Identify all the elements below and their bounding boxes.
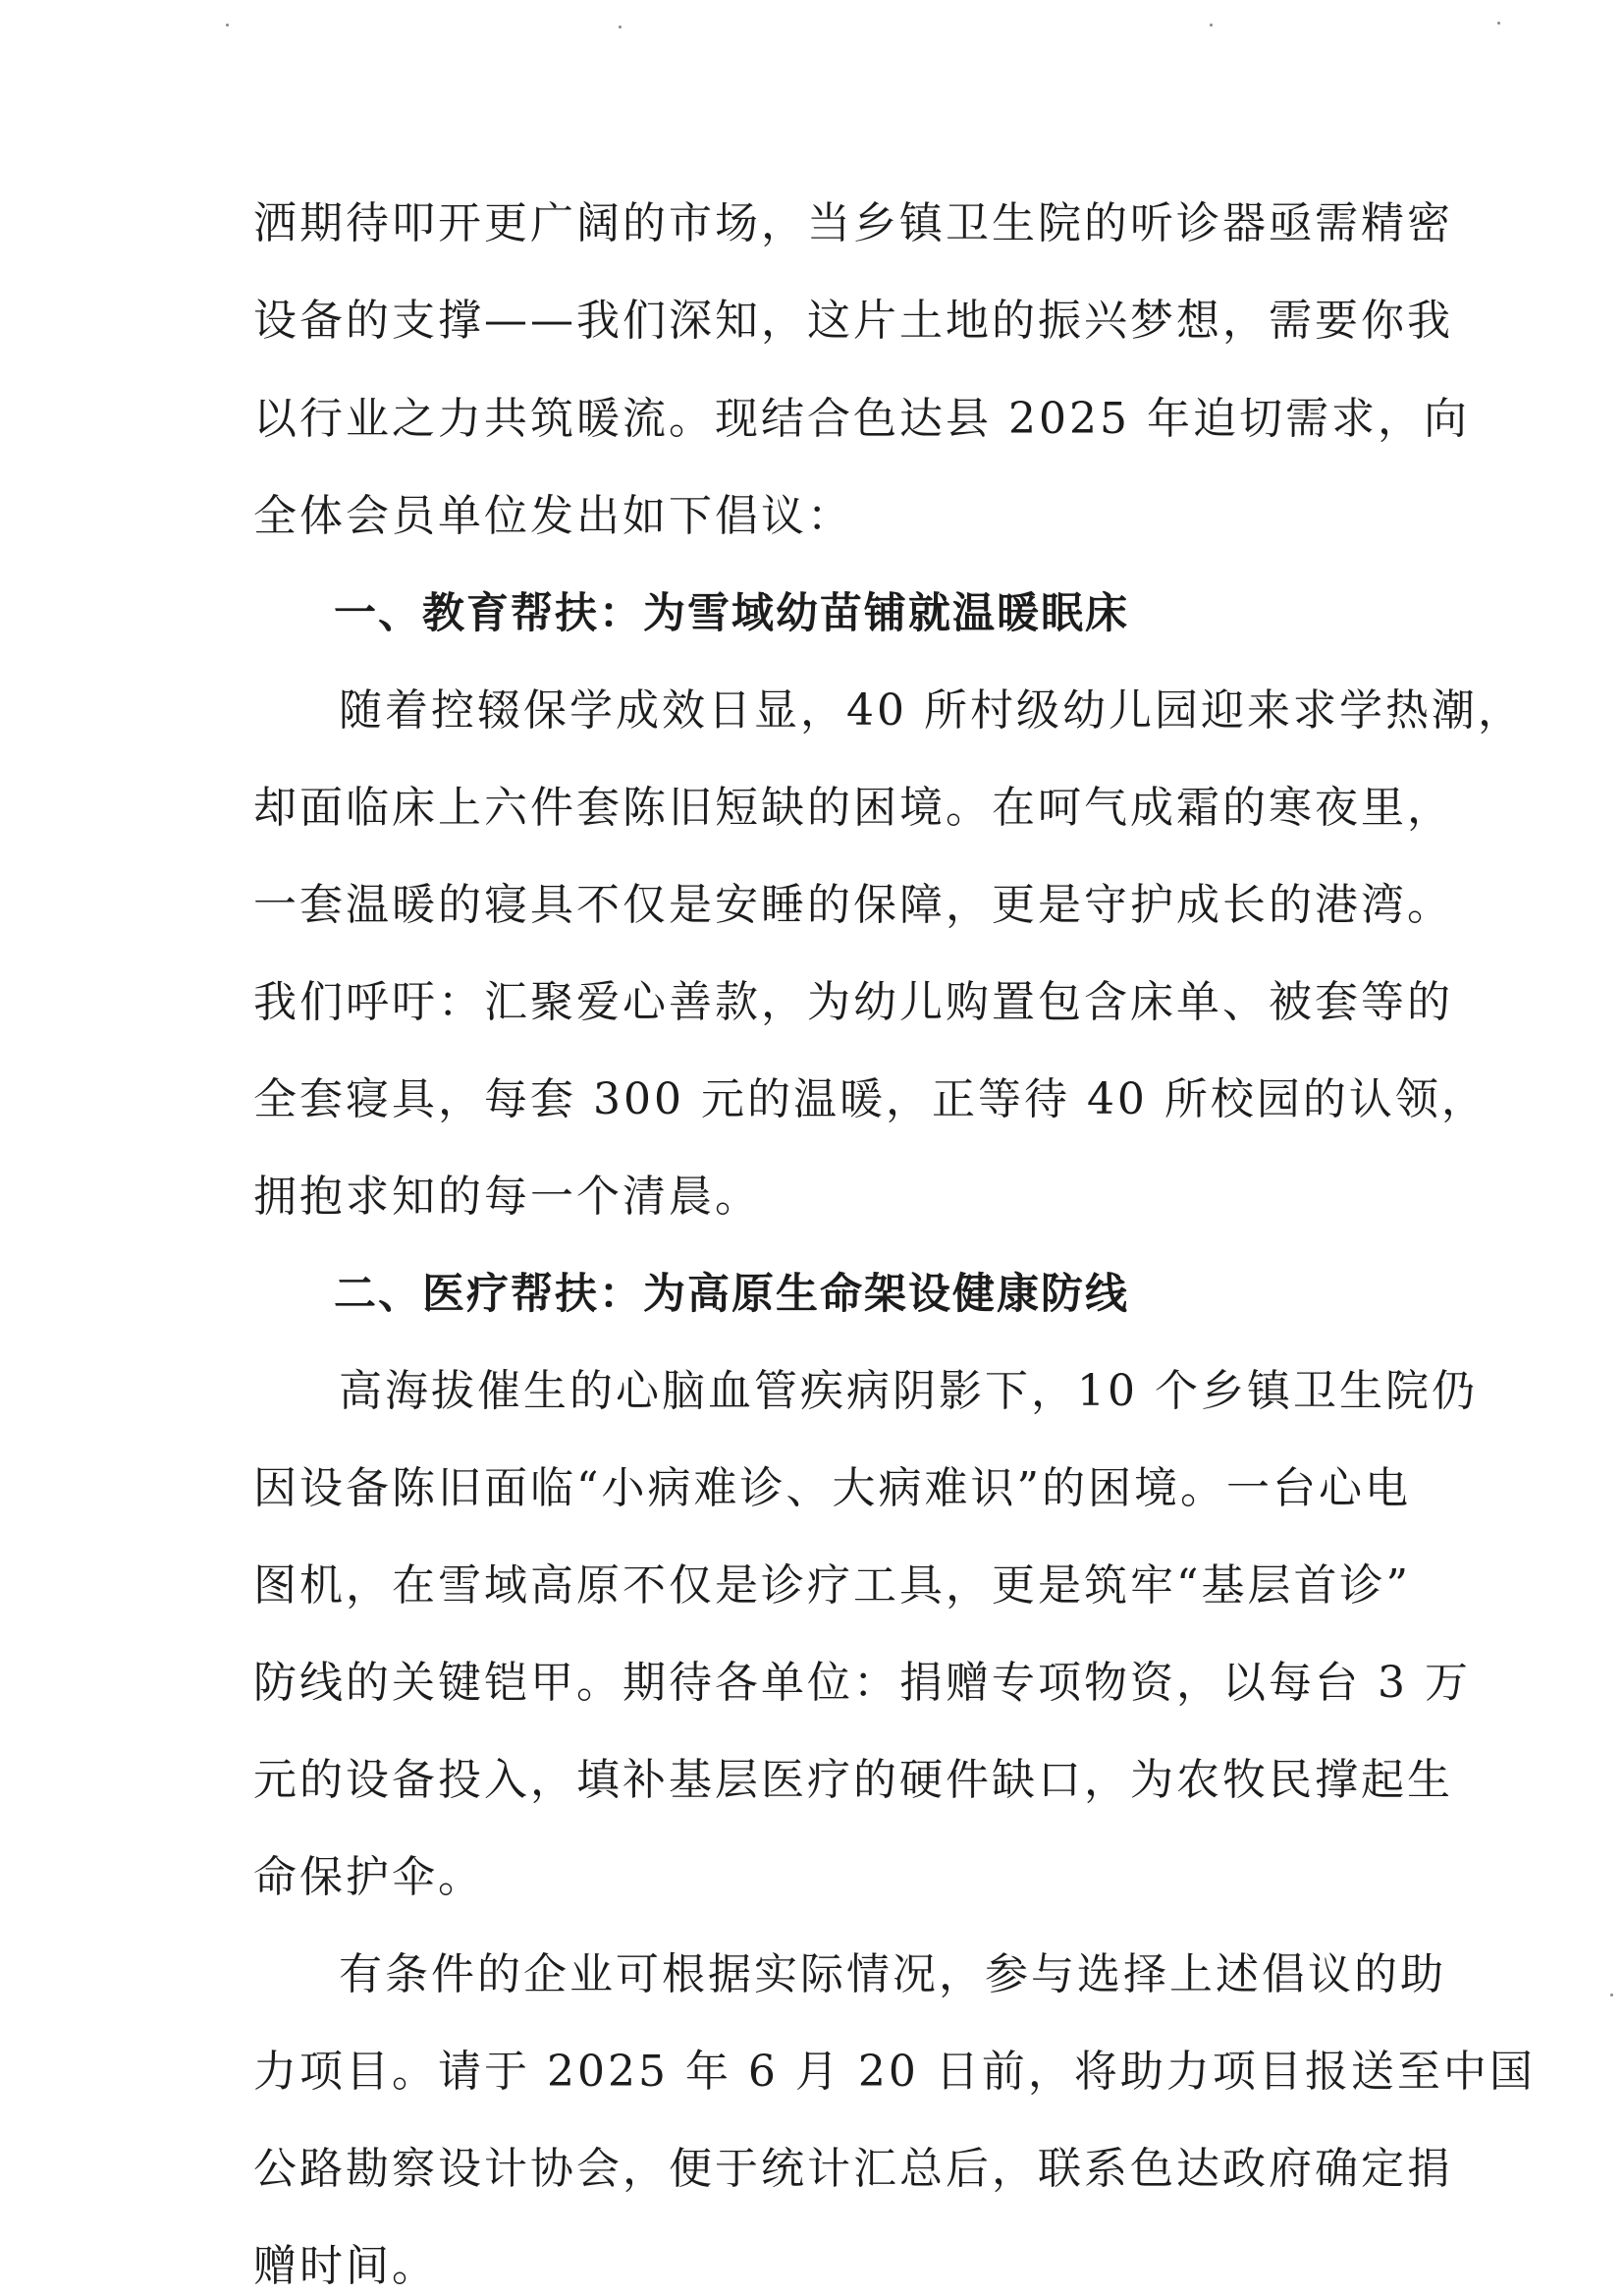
body-line: 随着控辍保学成效日显，40 所村级幼儿园迎来求学热潮， [339, 685, 1524, 736]
body-line: 元的设备投入，填补基层医疗的硬件缺口，为农牧民撑起生 [253, 1755, 1453, 1805]
body-line: 防线的关键铠甲。期待各单位：捐赠专项物资，以每台 3 万 [253, 1658, 1471, 1708]
scan-speck [1610, 1994, 1613, 1996]
scan-speck [1497, 22, 1500, 25]
section-heading-medical: 二、医疗帮扶：为高原生命架设健康防线 [334, 1270, 1129, 1319]
section-heading-education: 一、教育帮扶：为雪域幼苗铺就温暖眠床 [334, 589, 1129, 638]
body-line: 有条件的企业可根据实际情况，参与选择上述倡议的助 [339, 1949, 1446, 1999]
body-line: 以行业之力共筑暖流。现结合色达县 2025 年迫切需求，向 [253, 394, 1470, 444]
body-line: 洒期待叩开更广阔的市场，当乡镇卫生院的听诊器亟需精密 [253, 198, 1453, 248]
body-line: 高海拔催生的心脑血管疾病阴影下，10 个乡镇卫生院仍 [339, 1366, 1478, 1416]
scan-speck [226, 24, 229, 27]
body-line: 全套寝具，每套 300 元的温暖，正等待 40 所校园的认领， [253, 1074, 1488, 1124]
body-line: 力项目。请于 2025 年 6 月 20 日前，将助力项目报送至中国 [253, 2047, 1536, 2097]
scan-speck [1210, 24, 1213, 27]
body-line: 设备的支撑——我们深知，这片土地的振兴梦想，需要你我 [253, 296, 1453, 346]
body-line: 拥抱求知的每一个清晨。 [253, 1172, 761, 1222]
body-line: 却面临床上六件套陈旧短缺的困境。在呵气成霜的寒夜里， [253, 783, 1453, 833]
body-line: 赠时间。 [253, 2241, 438, 2291]
scan-speck [619, 26, 622, 28]
body-line: 命保护伞。 [253, 1852, 484, 1902]
body-line: 公路勘察设计协会，便于统计汇总后，联系色达政府确定捐 [253, 2144, 1453, 2194]
body-line: 我们呼吁：汇聚爱心善款，为幼儿购置包含床单、被套等的 [253, 977, 1453, 1027]
body-line: 一套温暖的寝具不仅是安睡的保障，更是守护成长的港湾。 [253, 880, 1453, 930]
body-line: 全体会员单位发出如下倡议： [253, 491, 853, 541]
body-line: 图机，在雪域高原不仅是诊疗工具，更是筑牢“基层首诊” [253, 1560, 1411, 1611]
body-line: 因设备陈旧面临“小病难诊、大病难识”的困境。一台心电 [253, 1463, 1411, 1513]
